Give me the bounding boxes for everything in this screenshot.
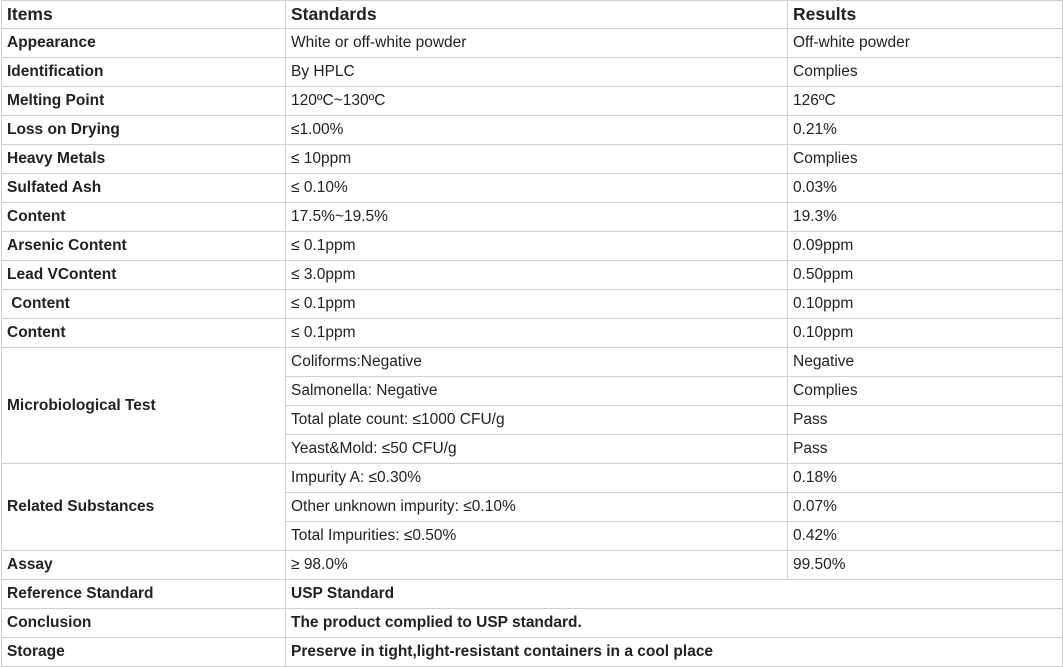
item-cell: Content <box>2 319 286 348</box>
standard-cell: Yeast&Mold: ≤50 CFU/g <box>286 435 788 464</box>
item-cell: Heavy Metals <box>2 145 286 174</box>
item-cell: Appearance <box>2 29 286 58</box>
header-row <box>2 1 1063 29</box>
result-cell: 0.03% <box>788 174 1063 203</box>
result-cell: 0.10ppm <box>788 290 1063 319</box>
item-cell: Content <box>2 290 286 319</box>
table-row <box>2 348 1063 377</box>
standard-cell: By HPLC <box>286 58 788 87</box>
item-cell: Melting Point <box>2 87 286 116</box>
result-cell: 99.50% <box>788 551 1063 580</box>
table-row <box>2 203 1063 232</box>
standard-cell: White or off-white powder <box>286 29 788 58</box>
result-cell: 0.10ppm <box>788 319 1063 348</box>
table-row <box>2 58 1063 87</box>
result-cell: 0.18% <box>788 464 1063 493</box>
item-cell: Storage <box>2 638 286 667</box>
result-cell: 0.07% <box>788 493 1063 522</box>
result-cell: Pass <box>788 406 1063 435</box>
item-cell: Arsenic Content <box>2 232 286 261</box>
storage-value: Preserve in tight,light-resistant containers in a cool place <box>286 638 1063 667</box>
table-row <box>2 261 1063 290</box>
item-cell: Loss on Drying <box>2 116 286 145</box>
standard-cell: Impurity A: ≤0.30% <box>286 464 788 493</box>
result-cell: 126ºC <box>788 87 1063 116</box>
item-cell: Sulfated Ash <box>2 174 286 203</box>
table-row <box>2 87 1063 116</box>
standard-cell: ≤ 0.1ppm <box>286 232 788 261</box>
result-cell: Complies <box>788 145 1063 174</box>
table-row <box>2 319 1063 348</box>
table-row <box>2 551 1063 580</box>
related-substances-item-cell: Related Substances <box>2 464 286 551</box>
standard-cell: ≤ 10ppm <box>286 145 788 174</box>
table-row <box>2 609 1063 638</box>
result-cell: Negative <box>788 348 1063 377</box>
result-cell: Pass <box>788 435 1063 464</box>
result-cell: 19.3% <box>788 203 1063 232</box>
reference-standard-value: USP Standard <box>286 580 1063 609</box>
item-cell: Identification <box>2 58 286 87</box>
conclusion-value: The product complied to USP standard. <box>286 609 1063 638</box>
standard-cell: ≤ 0.10% <box>286 174 788 203</box>
table-row <box>2 29 1063 58</box>
standard-cell: 17.5%~19.5% <box>286 203 788 232</box>
table-row <box>2 580 1063 609</box>
standard-cell: Coliforms:Negative <box>286 348 788 377</box>
standard-cell: Salmonella: Negative <box>286 377 788 406</box>
header-standards: Standards <box>286 1 788 29</box>
result-cell: Complies <box>788 58 1063 87</box>
standard-cell: ≤1.00% <box>286 116 788 145</box>
standard-cell: Total Impurities: ≤0.50% <box>286 522 788 551</box>
table-row <box>2 290 1063 319</box>
result-cell: Complies <box>788 377 1063 406</box>
table-row <box>2 174 1063 203</box>
result-cell: 0.21% <box>788 116 1063 145</box>
table-row <box>2 638 1063 667</box>
standard-cell: Total plate count: ≤1000 CFU/g <box>286 406 788 435</box>
standard-cell: Other unknown impurity: ≤0.10% <box>286 493 788 522</box>
table-row <box>2 116 1063 145</box>
item-cell: Assay <box>2 551 286 580</box>
item-cell: Reference Standard <box>2 580 286 609</box>
result-cell: Off-white powder <box>788 29 1063 58</box>
item-cell: Content <box>2 203 286 232</box>
standard-cell: ≤ 0.1ppm <box>286 290 788 319</box>
result-cell: 0.50ppm <box>788 261 1063 290</box>
item-cell: Conclusion <box>2 609 286 638</box>
header-results: Results <box>788 1 1063 29</box>
coa-table <box>1 0 1063 667</box>
table-row <box>2 145 1063 174</box>
standard-cell: ≥ 98.0% <box>286 551 788 580</box>
standard-cell: 120ºC~130ºC <box>286 87 788 116</box>
microbiological-item-cell: Microbiological Test <box>2 348 286 464</box>
standard-cell: ≤ 0.1ppm <box>286 319 788 348</box>
table-row <box>2 464 1063 493</box>
result-cell: 0.42% <box>788 522 1063 551</box>
header-items: Items <box>2 1 286 29</box>
result-cell: 0.09ppm <box>788 232 1063 261</box>
standard-cell: ≤ 3.0ppm <box>286 261 788 290</box>
table-row <box>2 232 1063 261</box>
item-cell: Lead VContent <box>2 261 286 290</box>
